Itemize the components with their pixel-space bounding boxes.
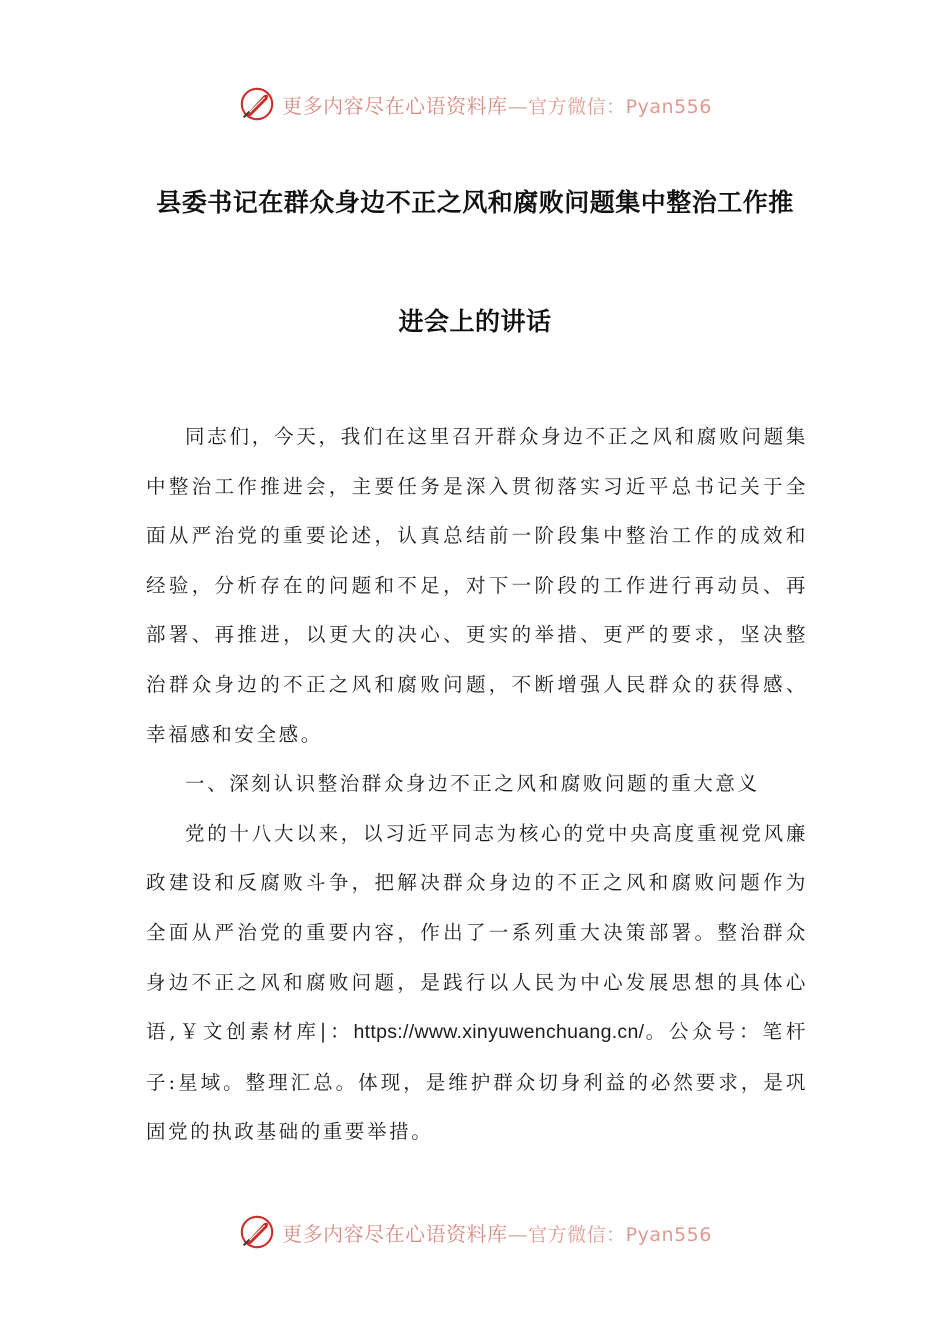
document-title-line-1: 县委书记在群众身边不正之风和腐败问题集中整治工作推 <box>156 188 794 217</box>
document-title-line-2: 进会上的讲话 <box>398 307 552 336</box>
watermark-separator: — <box>507 1221 529 1246</box>
section-heading-1: 一、深刻认识整治群众身边不正之风和腐败问题的重大意义 <box>185 772 760 796</box>
body-paragraph-significance <box>146 809 808 1157</box>
quill-logo-icon <box>238 85 276 123</box>
watermark-banner-top <box>0 82 950 126</box>
watermark-site-text: 更多内容尽在心语资料库 <box>282 93 508 118</box>
source-url-text: https://www.xinyuwenchuang.cn/ <box>353 1021 645 1044</box>
watermark-wechat-text: 官方微信：Pyan556 <box>528 1223 712 1246</box>
paragraph-text-part1: 党的十八大以来，以习近平同志为核心的党中央高度重视党风廉政建设和反腐败斗争，把解决群众身边的不正之风和腐败问题作为全面从严治党的重要内容，作出了一系列重大决策部署。整治群众身边不正之风和腐败问题，是践行以人民为中心发展思想的具体心语,￥文创素材库|： <box>146 821 808 1044</box>
body-paragraph-opening: 同志们，今天，我们在这里召开群众身边不正之风和腐败问题集中整治工作推进会，主要任务是深入贯彻落实习近平总书记关于全面从严治党的重要论述，认真总结前一阶段集中整治工作的成效和经验，分析存在的问题和不足，对下一阶段的工作进行再动员、再部署、再推进，以更大的决心、更实的举措、更严的要求，坚决整治群众身边的不正之风和腐败问题，不断增强人民群众的获得感、幸福感和安全感。 <box>146 425 808 746</box>
document-body <box>146 412 808 1157</box>
paragraph-text-part2: 。公众号：笔杆子:星域。整理汇总。体现，是维护群众切身利益的必然要求，是巩固党的执政基础的重要举措。 <box>146 1020 808 1144</box>
watermark-site-text: 更多内容尽在心语资料库 <box>282 1221 508 1246</box>
watermark-wechat-text: 官方微信：Pyan556 <box>528 95 712 118</box>
watermark-separator: — <box>507 93 529 118</box>
quill-logo-icon <box>238 1213 276 1251</box>
watermark-banner-bottom <box>0 1210 950 1254</box>
